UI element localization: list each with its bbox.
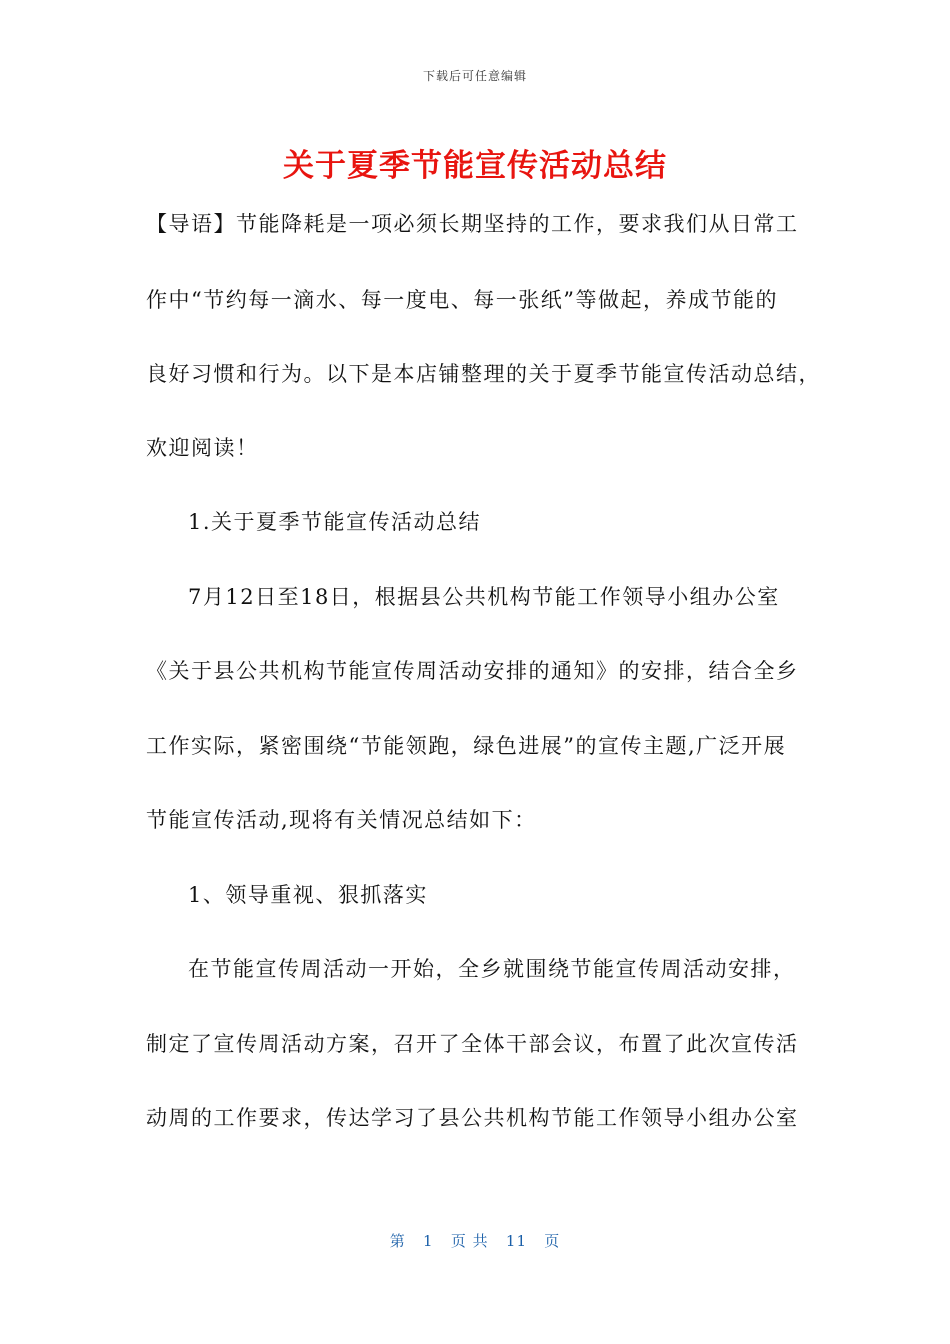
body-line: 制定了宣传周活动方案，召开了全体干部会议，布置了此次宣传活 [146, 1032, 799, 1056]
document-title: 关于夏季节能宣传活动总结 [283, 148, 667, 184]
body-line: 《关于县公共机构节能宣传周活动安排的通知》的安排，结合全乡 [146, 659, 799, 683]
body-line: 【导语】节能降耗是一项必须长期坚持的工作，要求我们从日常工 [146, 212, 799, 236]
body-line: 在节能宣传周活动一开始，全乡就围绕节能宣传周活动安排， [188, 957, 796, 981]
header-note: 下载后可任意编辑 [422, 69, 527, 83]
body-line: 节能宣传活动,现将有关情况总结如下： [146, 808, 537, 832]
page-footer: 第 1 页 共 11 页 [389, 1232, 561, 1250]
section-heading: 1.关于夏季节能宣传活动总结 [188, 510, 482, 534]
body-line: 作中“节约每一滴水、每一度电、每一张纸”等做起，养成节能的 [146, 288, 778, 312]
body-line: 欢迎阅读！ [146, 436, 259, 460]
section-heading: 1、领导重视、狠抓落实 [188, 883, 428, 907]
body-line: 工作实际，紧密围绕“节能领跑，绿色进展”的宣传主题,广泛开展 [146, 734, 787, 758]
body-line: 动周的工作要求，传达学习了县公共机构节能工作领导小组办公室 [146, 1106, 799, 1130]
body-line: 良好习惯和行为。以下是本店铺整理的关于夏季节能宣传活动总结， [146, 362, 821, 386]
body-line: 7月12日至18日，根据县公共机构节能工作领导小组办公室 [188, 585, 780, 609]
